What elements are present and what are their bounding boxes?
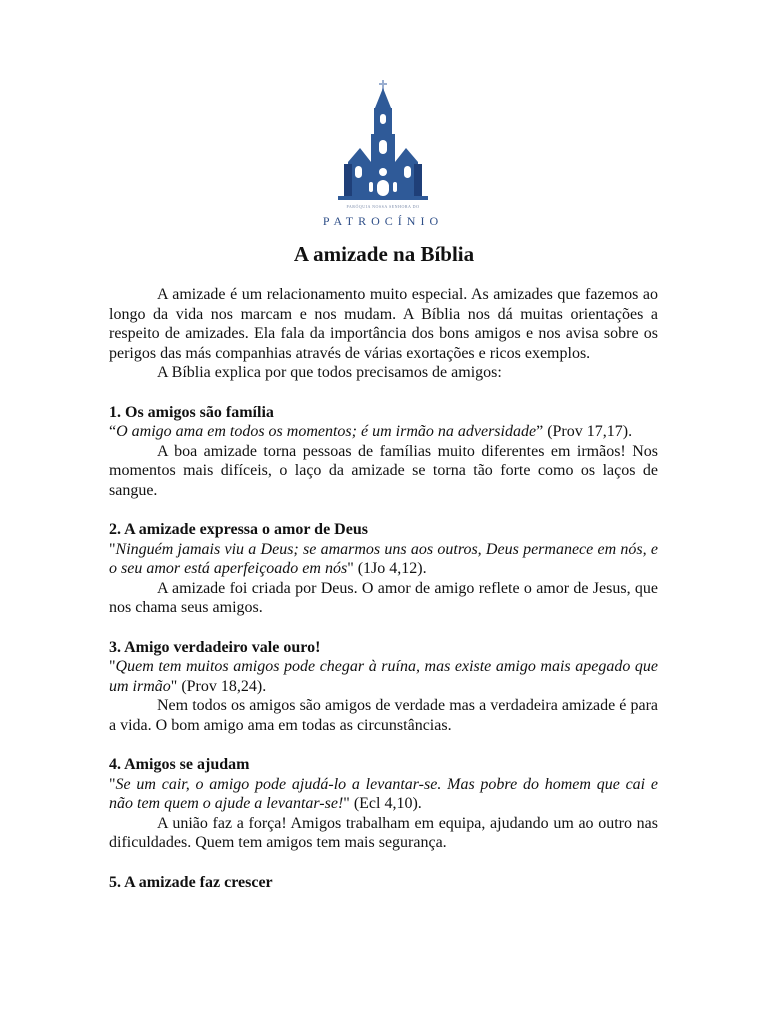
bible-quote: "Se um cair, o amigo pode ajudá-lo a levantar-se. Mas pobre do homem que cai e não tem quem o ajude a levantar-se!" (Ecl 4,10). <box>109 775 658 812</box>
bible-quote: "Quem tem muitos amigos pode chegar à ruína, mas existe amigo mais apegado que um irmão" (Prov 18,24). <box>109 658 658 695</box>
section-heading: 1. Os amigos são família <box>109 403 274 421</box>
section-heading: 5. A amizade faz crescer <box>109 873 273 891</box>
logo-subtitle: PARÓQUIA NOSSA SENHORA DO <box>346 204 420 209</box>
logo-name: PATROCÍNIO <box>322 214 444 228</box>
bible-quote: "Ninguém jamais viu a Deus; se amarmos uns aos outros, Deus permanece em nós, e o seu amor está aperfeiçoado em nós" (1Jo 4,12). <box>109 540 658 577</box>
document-title: A amizade na Bíblia <box>293 242 475 266</box>
section-text: Nem todos os amigos são amigos de verdade mas a verdadeira amizade é para a vida. O bom amigo ama em todas as circunstâncias. <box>109 697 658 734</box>
church-logo <box>308 78 458 230</box>
section-heading: 2. A amizade expressa o amor de Deus <box>109 521 368 538</box>
section-heading: 4. Amigos se ajudam <box>109 756 250 773</box>
section-text: A amizade foi criada por Deus. O amor de amigo reflete o amor de Jesus, que nos chama seus amigos. <box>109 579 658 616</box>
section-text: A boa amizade torna pessoas de famílias muito diferentes em irmãos! Nos momentos mais difíceis, o laço da amizade se torna tão forte como os laços de sangue. <box>109 442 658 499</box>
section-text: A união faz a força! Amigos trabalham em equipa, ajudando um ao outro nas dificuldades. Quem tem amigos tem mais segurança. <box>109 814 658 851</box>
intro-lead: A Bíblia explica por que todos precisamos de amigos: <box>157 364 502 381</box>
bible-quote: “O amigo ama em todos os momentos; é um irmão na adversidade” (Prov 17,17). <box>109 423 633 440</box>
church-icon <box>308 78 458 208</box>
document-body <box>109 285 658 892</box>
intro-paragraph: A amizade é um relacionamento muito especial. As amizades que fazemos ao longo da vida nos marcam e nos mudam. A Bíblia nos dá muitas orientações a respeito de amizades. Ela fala da importância dos bons amigos e nos avisa sobre os perigos das más companhias através de várias exortações e ricos exemplos. <box>109 286 658 362</box>
section-heading: 3. Amigo verdadeiro vale ouro! <box>109 638 321 656</box>
